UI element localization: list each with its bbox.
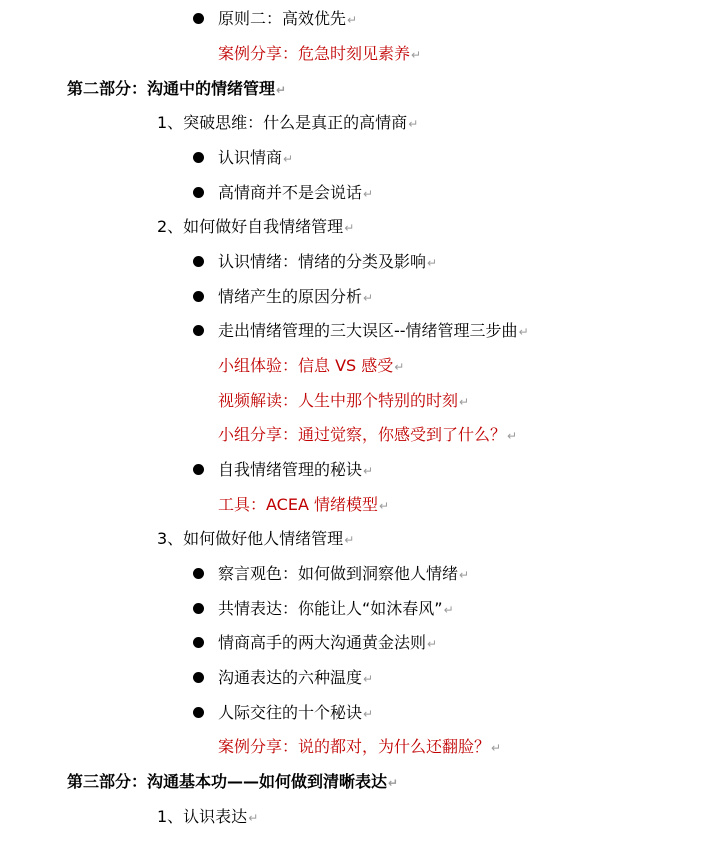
paragraph-mark-icon: ↵: [518, 325, 529, 339]
bullet-item: [193, 698, 373, 728]
case-text: 案例分享：说的都对，为什么还翻脸？: [218, 737, 491, 756]
bullet-dot: [193, 152, 204, 163]
paragraph-mark-icon: ↵: [378, 499, 390, 513]
case-text: 视频解读：人生中那个特别的时刻: [218, 391, 459, 410]
case-item: [218, 420, 517, 450]
bullet-text: 察言观色：如何做到洞察他人情绪: [218, 564, 459, 583]
bullet-item: [193, 178, 373, 208]
section-heading-text: 第三部分：沟通基本功——如何做到清晰表达: [67, 772, 388, 791]
case-item: [218, 351, 404, 381]
bullet-item: [193, 247, 437, 277]
bullet-text: 高情商并不是会说话: [218, 183, 363, 202]
bullet-item: [193, 628, 437, 658]
section-heading: [67, 767, 398, 797]
paragraph-mark-icon: ↵: [408, 117, 419, 131]
paragraph-mark-icon: ↵: [491, 741, 502, 755]
paragraph-mark-icon: ↵: [411, 48, 422, 62]
bullet-text: 原则二：高效优先: [218, 9, 347, 28]
case-text: 案例分享：危急时刻见素养: [218, 44, 411, 63]
subsection-item: [157, 108, 418, 138]
subsection-text: 1、突破思维：什么是真正的高情商: [157, 113, 408, 132]
bullet-dot: [193, 672, 204, 683]
bullet-text: 自我情绪管理的秘诀: [218, 460, 363, 479]
paragraph-mark-icon: ↵: [443, 603, 454, 617]
bullet-text: 共情表达：你能让人“如沐春风”: [218, 599, 443, 618]
bullet-item: [193, 594, 454, 624]
case-item: [218, 386, 469, 416]
bullet-dot: [193, 707, 204, 718]
paragraph-mark-icon: ↵: [344, 221, 355, 235]
bullet-dot: [193, 13, 204, 24]
paragraph-mark-icon: ↵: [283, 152, 294, 166]
section-heading: [67, 74, 286, 104]
paragraph-mark-icon: ↵: [363, 672, 374, 686]
bullet-dot: [193, 603, 204, 614]
paragraph-mark-icon: ↵: [344, 533, 355, 547]
subsection-item: [157, 524, 354, 554]
bullet-item: [193, 143, 293, 173]
paragraph-mark-icon: ↵: [388, 776, 399, 790]
subsection-item: [157, 212, 354, 242]
paragraph-mark-icon: ↵: [363, 187, 374, 201]
paragraph-mark-icon: ↵: [459, 568, 470, 582]
bullet-dot: [193, 187, 204, 198]
case-text: 小组体验：信息 VS 感受: [218, 356, 394, 375]
bullet-text: 情商高手的两大沟通黄金法则: [218, 633, 427, 652]
subsection-text: 3、如何做好他人情绪管理: [157, 529, 344, 548]
subsection-text: 1、认识表达: [157, 807, 248, 826]
bullet-text: 认识情绪：情绪的分类及影响: [218, 252, 427, 271]
case-item: [218, 39, 421, 69]
bullet-dot: [193, 256, 204, 267]
bullet-dot: [193, 637, 204, 648]
paragraph-mark-icon: ↵: [363, 464, 374, 478]
bullet-text: 沟通表达的六种温度: [218, 668, 363, 687]
bullet-item: [193, 316, 529, 346]
bullet-dot: [193, 291, 204, 302]
case-item: [218, 732, 501, 762]
bullet-item: [193, 282, 373, 312]
bullet-item: [193, 559, 469, 589]
bullet-dot: [193, 464, 204, 475]
paragraph-mark-icon: ↵: [363, 291, 374, 305]
subsection-text: 2、如何做好自我情绪管理: [157, 217, 344, 236]
paragraph-mark-icon: ↵: [459, 395, 470, 409]
case-text: 工具：ACEA 情绪模型: [218, 495, 378, 514]
bullet-item: [193, 663, 373, 693]
bullet-text: 情绪产生的原因分析: [218, 287, 363, 306]
paragraph-mark-icon: ↵: [363, 707, 374, 721]
case-item: [218, 490, 389, 520]
bullet-text: 认识情商: [218, 148, 283, 167]
subsection-item: [157, 802, 258, 832]
paragraph-mark-icon: ↵: [427, 637, 438, 651]
bullet-item: [193, 455, 373, 485]
bullet-item: [193, 4, 357, 34]
paragraph-mark-icon: ↵: [427, 256, 438, 270]
paragraph-mark-icon: ↵: [347, 13, 358, 27]
case-text: 小组分享：通过觉察，你感受到了什么？: [218, 425, 507, 444]
paragraph-mark-icon: ↵: [276, 83, 287, 97]
paragraph-mark-icon: ↵: [394, 360, 405, 374]
section-heading-text: 第二部分：沟通中的情绪管理: [67, 79, 276, 98]
bullet-text: 人际交往的十个秘诀: [218, 703, 363, 722]
bullet-dot: [193, 568, 204, 579]
paragraph-mark-icon: ↵: [248, 811, 259, 825]
paragraph-mark-icon: ↵: [507, 429, 518, 443]
bullet-dot: [193, 325, 204, 336]
bullet-text: 走出情绪管理的三大误区--情绪管理三步曲: [218, 321, 518, 340]
